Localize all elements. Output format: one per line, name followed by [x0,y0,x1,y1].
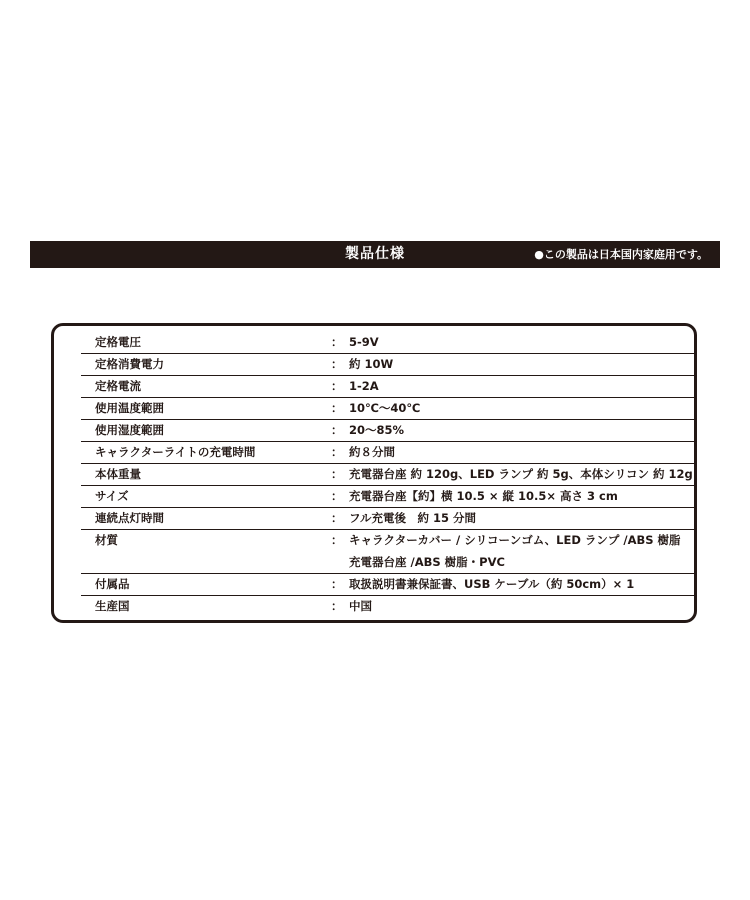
spec-colon: ： [331,445,343,459]
spec-label: 定格消費電力 [95,357,164,371]
spec-value: 10℃～40℃ [349,401,421,415]
spec-colon: ： [331,335,343,349]
spec-row-rated-voltage [81,332,697,354]
spec-row-country [81,596,697,617]
spec-colon: ： [331,379,343,393]
spec-header-bar [30,241,720,268]
spec-colon: ： [331,489,343,503]
spec-label: 本体重量 [95,467,141,481]
spec-row-temperature-range [81,398,697,420]
spec-value-line2: 充電器台座 /ABS 樹脂・PVC [349,555,505,569]
spec-row-accessories [81,574,697,596]
spec-value: 中国 [349,599,372,613]
spec-label: キャラクターライトの充電時間 [95,445,256,459]
spec-label: 生産国 [95,599,130,613]
spec-colon: ： [331,599,343,613]
spec-value: 取扱説明書兼保証書、USB ケーブル（約 50cm）× 1 [349,577,635,591]
spec-label: 材質 [95,533,118,547]
spec-row-charge-time [81,442,697,464]
spec-colon: ： [331,357,343,371]
spec-colon: ： [331,533,343,547]
spec-label: サイズ [95,489,129,503]
spec-value: 約８分間 [349,445,395,459]
spec-colon: ： [331,511,343,525]
spec-colon: ： [331,467,343,481]
spec-label: 使用温度範囲 [95,401,164,415]
spec-colon: ： [331,577,343,591]
spec-row-rated-current [81,376,697,398]
spec-value: キャラクターカバー / シリコーンゴム、LED ランプ /ABS 樹脂 [349,533,681,547]
spec-label: 定格電圧 [95,335,141,349]
spec-title: 製品仕様 [345,246,405,262]
spec-table-box [51,323,697,623]
domestic-use-note: ●この製品は日本国内家庭用です。 [534,248,708,261]
spec-value: 充電器台座 約 120g、LED ランプ 約 5g、本体シリコン 約 12g [349,467,693,481]
spec-colon: ： [331,423,343,437]
spec-value: 約 10W [349,357,394,371]
spec-value: フル充電後 約 15 分間 [349,511,477,525]
spec-value: 1-2A [349,379,379,393]
spec-value: 5-9V [349,335,379,349]
spec-row-humidity-range [81,420,697,442]
spec-label: 付属品 [95,577,130,591]
spec-value: 20～85% [349,423,405,437]
spec-row-material [81,530,697,574]
spec-label: 使用湿度範囲 [95,423,164,437]
spec-label: 定格電流 [95,379,141,393]
spec-row-weight [81,464,697,486]
spec-row-lighting-time [81,508,697,530]
spec-row-size [81,486,697,508]
spec-colon: ： [331,401,343,415]
spec-table [54,332,694,617]
spec-value: 充電器台座【約】横 10.5 × 縦 10.5× 高さ 3 cm [349,489,618,503]
spec-label: 連続点灯時間 [95,511,164,525]
spec-row-rated-power [81,354,697,376]
